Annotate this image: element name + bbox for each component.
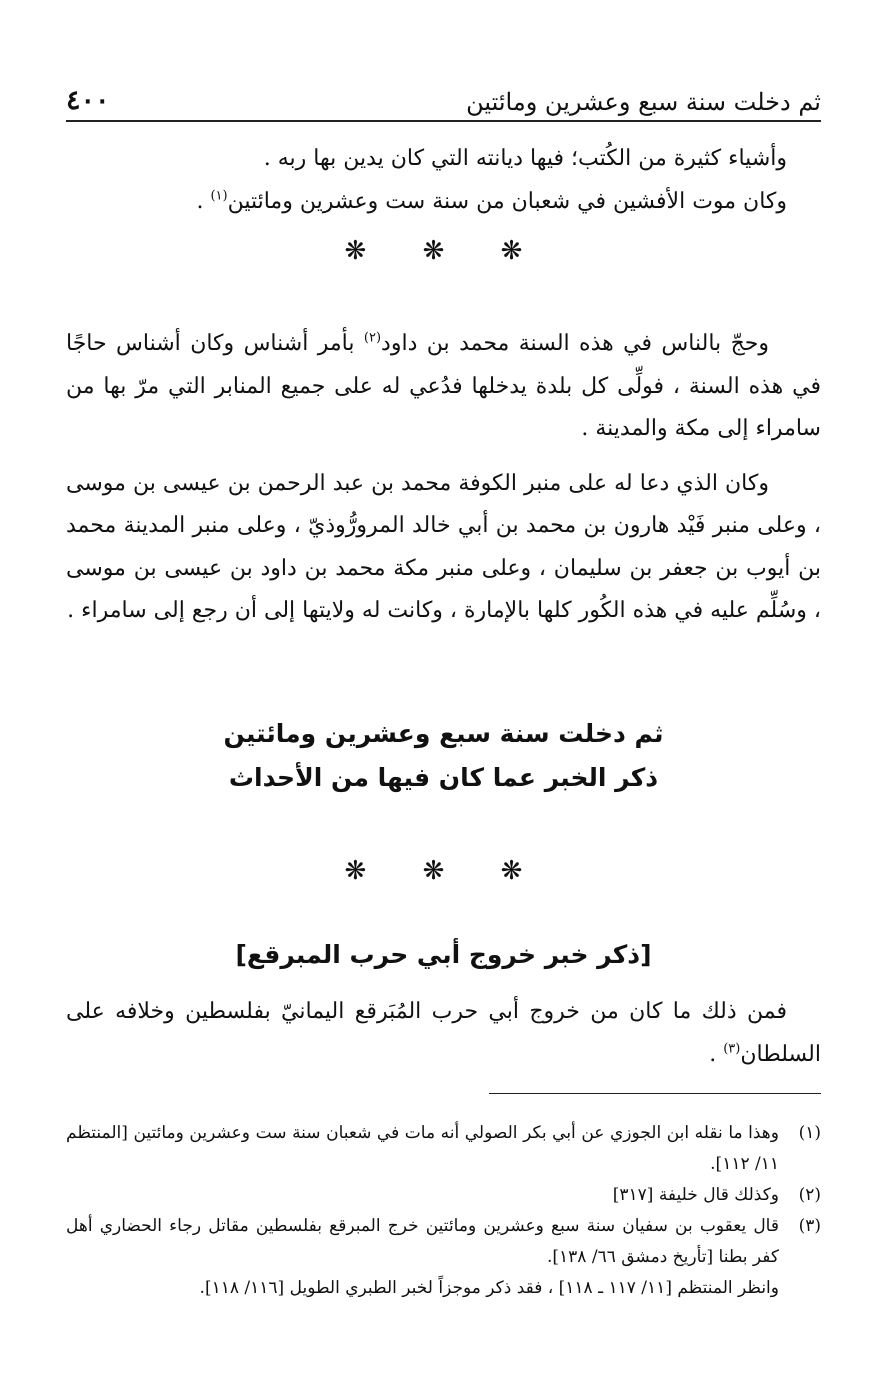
footnote-mark-3: (٣) — [723, 1041, 741, 1057]
footnote-text: قال يعقوب بن سفيان سنة سبع وعشرين ومائتين خرج المبرقع بفلسطين مقاتل رجاء الحضاري أهل كفر بطنا [تأريخ دمشق ٦٦/ ١٣٨]. — [66, 1216, 779, 1267]
section-heading — [66, 712, 821, 800]
page-header — [66, 78, 821, 122]
footnote-number: (٣) — [798, 1216, 821, 1236]
main-paragraphs — [66, 323, 821, 633]
footnotes — [66, 1118, 821, 1304]
mubarqa-paragraph-block — [66, 991, 821, 1076]
paragraph-pulpits: وكان الذي دعا له على منبر الكوفة محمد بن عبد الرحمن بن عيسى بن موسى ، وعلى منبر فَيْد هارون بن محمد بن أبي خالد المرورُّوذيّ ، وعلى منبر المدينة محمد بن أيوب بن جعفر بن سليمان ، وعلى منبر مكة محمد بن داود بن عيسى بن موسى ، وسُلِّم عليه في هذه الكُور كلها بالإمارة ، وكانت له ولايتها إلى أن رجع إلى سامراء . — [66, 470, 821, 623]
footnote-3-continuation: وانظر المنتظم [١١/ ١١٧ ـ ١١٨] ، فقد ذكر موجزاً لخبر الطبري الطويل [١١٦/ ١١٨]. — [199, 1278, 779, 1298]
paragraph-mubarqa: فمن ذلك ما كان من خروج أبي حرب المُبَرقع اليمانيّ بفلسطين وخلافه على السلطان$^{(٣)}$ . — [66, 999, 821, 1067]
footnote-mark-2: (٢) — [363, 330, 382, 346]
footnote-mark-1: (١) — [210, 188, 228, 204]
footnote-divider — [489, 1093, 821, 1094]
section-heading-line1: ثم دخلت سنة سبع وعشرين ومائتين — [223, 719, 664, 748]
footnote-3 — [66, 1211, 821, 1273]
footnote-text: وكذلك قال خليفة [٣١٧] — [612, 1185, 779, 1205]
paragraph-books: وأشياء كثيرة من الكُتب؛ فيها ديانته التي كان يدين بها ربه . — [263, 146, 787, 171]
separator-stars-1: ❋ ❋ ❋ — [344, 236, 547, 266]
footnote-number: (١) — [798, 1123, 821, 1143]
paragraph-afshin-death: وكان موت الأفشين في شعبان من سنة ست وعشرين ومائتين$^{(١)}$ . — [196, 188, 787, 214]
sub-heading: [ذكر خبر خروج أبي حرب المبرقع] — [235, 940, 652, 969]
top-paragraphs — [66, 138, 821, 223]
paragraph-hajj: وحجّ بالناس في هذه السنة محمد بن داود$^{(٢)}$ بأمر أشناس وكان أشناس حاجًا في هذه السنة ، فولِّى كل بلدة يدخلها فدُعي له على جميع المنابر التي مرّ بها من سامراء إلى مكة والمدينة . — [66, 330, 821, 441]
footnote-number: (٢) — [798, 1185, 821, 1205]
page-number: ٤٠٠ — [66, 85, 110, 116]
footnote-1 — [66, 1118, 821, 1180]
footnote-2 — [66, 1180, 821, 1211]
section-heading-line2: ذكر الخبر عما كان فيها من الأحداث — [228, 763, 659, 792]
separator-stars-2: ❋ ❋ ❋ — [344, 856, 547, 886]
running-title: ثم دخلت سنة سبع وعشرين ومائتين — [466, 88, 821, 116]
footnote-text: وهذا ما نقله ابن الجوزي عن أبي بكر الصولي أنه مات في شعبان سنة ست وعشرين ومائتين [المنتظم ١١/ ١١٢]. — [66, 1123, 779, 1174]
